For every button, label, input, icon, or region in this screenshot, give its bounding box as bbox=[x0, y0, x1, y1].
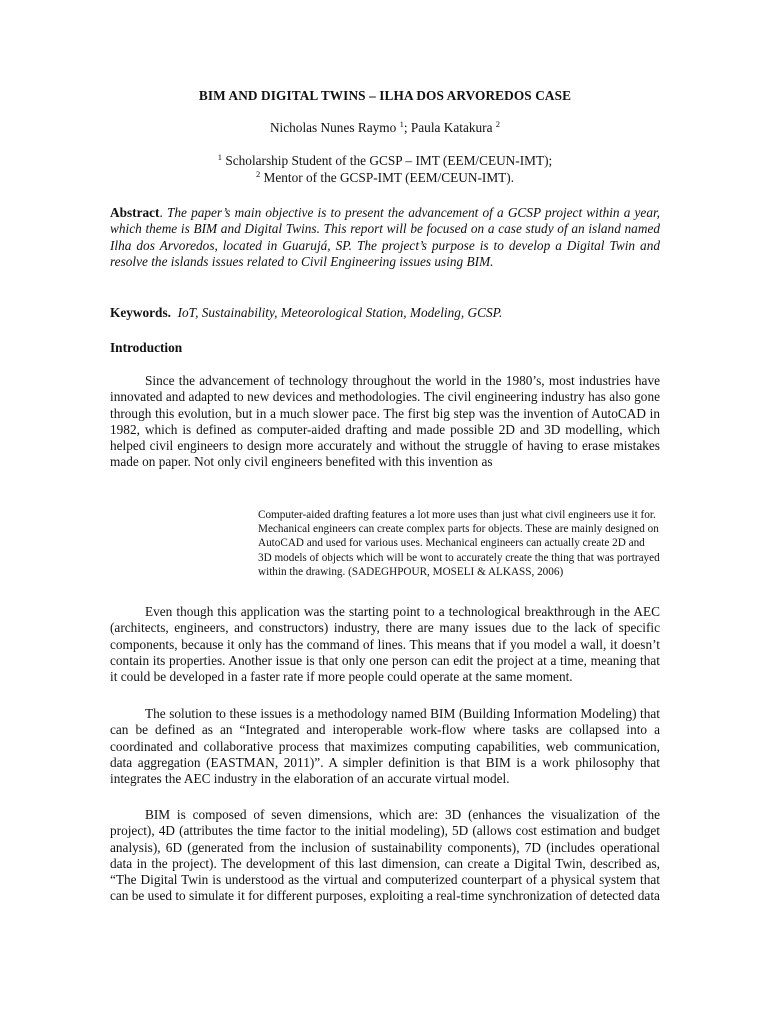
intro-paragraph-1: Since the advancement of technology throughout the world in the 1980’s, most industries have innovated and adapted to new devices and methodologies. The civil engineering industry has also gone through this evolution, but in a much slower pace. The first big step was the invention of AutoCAD in 1982, which is defined as computer-aided drafting and made possible 2D and 3D modelling, which helped civil engineers to design more accurately and without the struggle of having to erase mistakes made on paper. Not only civil engineers benefited with this invention as bbox=[110, 373, 660, 470]
intro-paragraph-4: BIM is composed of seven dimensions, which are: 3D (enhances the visualization of the project), 4D (attributes the time factor to the initial modeling), 5D (allows cost estimation and budget analysis), 6D (generated from the inclusion of sustainability components), 7D (includes operational data in the project). The development of this last dimension, can create a Digital Twin, described as, “The Digital Twin is understood as the virtual and computerized counterpart of a physical system that can be used to simulate it for different purposes, exploiting a real-time synchronization of detected data bbox=[110, 807, 660, 904]
affiliation-1-superscript: 1 bbox=[217, 152, 223, 162]
author-2-name: Paula Katakura bbox=[410, 120, 493, 135]
author-separator: ; bbox=[403, 120, 411, 135]
author-1-name: Nicholas Nunes Raymo bbox=[269, 120, 397, 135]
section-heading-introduction: Introduction bbox=[110, 340, 183, 355]
paper-title: BIM AND DIGITAL TWINS – ILHA DOS ARVOREDOS CASE bbox=[198, 88, 572, 103]
author-line bbox=[0, 120, 770, 136]
keywords bbox=[110, 305, 660, 321]
affiliation-1 bbox=[0, 152, 770, 169]
author-2-superscript: 2 bbox=[495, 119, 501, 129]
affiliation-2-superscript: 2 bbox=[255, 169, 261, 179]
keywords-text: IoT, Sustainability, Meteorological Station, Modeling, GCSP. bbox=[177, 305, 503, 320]
abstract-text: The paper’s main objective is to present the advancement of a GCSP project within a year, which theme is BIM and Digital Twins. This report will be focused on a case study of an island named Ilha dos Arvoredos, located in Guarujá, SP. The project’s purpose is to develop a Digital Twin and resolve the islands issues related to Civil Engineering issues using BIM. bbox=[110, 205, 660, 269]
affiliation-1-text: Scholarship Student of the GCSP – IMT (EEM/CEUN-IMT); bbox=[225, 153, 553, 168]
affiliations bbox=[0, 152, 770, 186]
abstract-punct: . bbox=[159, 205, 167, 220]
affiliation-2-text: Mentor of the GCSP-IMT (EEM/CEUN-IMT). bbox=[263, 170, 515, 185]
author-1-superscript: 1 bbox=[399, 119, 404, 129]
affiliation-2 bbox=[0, 169, 770, 186]
intro-paragraph-3: The solution to these issues is a methodology named BIM (Building Information Modeling) that can be defined as an “Integrated and interoperable work-flow where tasks are collapsed into a coordinated and collaborative process that maximizes computing capabilities, web communication, data aggregation (EASTMAN, 2011)”. A simpler definition is that BIM is a work philosophy that integrates the AEC industry in the elaboration of an accurate virtual model. bbox=[110, 706, 660, 787]
intro-paragraph-2: Even though this application was the starting point to a technological breakthrough in the AEC (architects, engineers, and constructors) industry, there are many issues due to the lack of specific components, because it only has the command of lines. This means that if you model a wall, it doesn’t contain its properties. Another issue is that only one person can edit the project at a time, meaning that it could be developed in a faster rate if more people could operate at the same moment. bbox=[110, 604, 660, 685]
block-quote: Computer-aided drafting features a lot more uses than just what civil engineers use it for. Mechanical engineers can create complex parts for objects. These are mainly designed on AutoCAD and used for various uses. Mechanical engineers can actually create 2D and 3D models of objects which will be wont to accurately create the thing that was portrayed within the drawing. (SADEGHPOUR, MOSELI & ALKASS, 2006) bbox=[258, 509, 660, 578]
abstract bbox=[110, 205, 660, 270]
keywords-label: Keywords. bbox=[110, 305, 171, 320]
abstract-label: Abstract bbox=[110, 205, 160, 220]
